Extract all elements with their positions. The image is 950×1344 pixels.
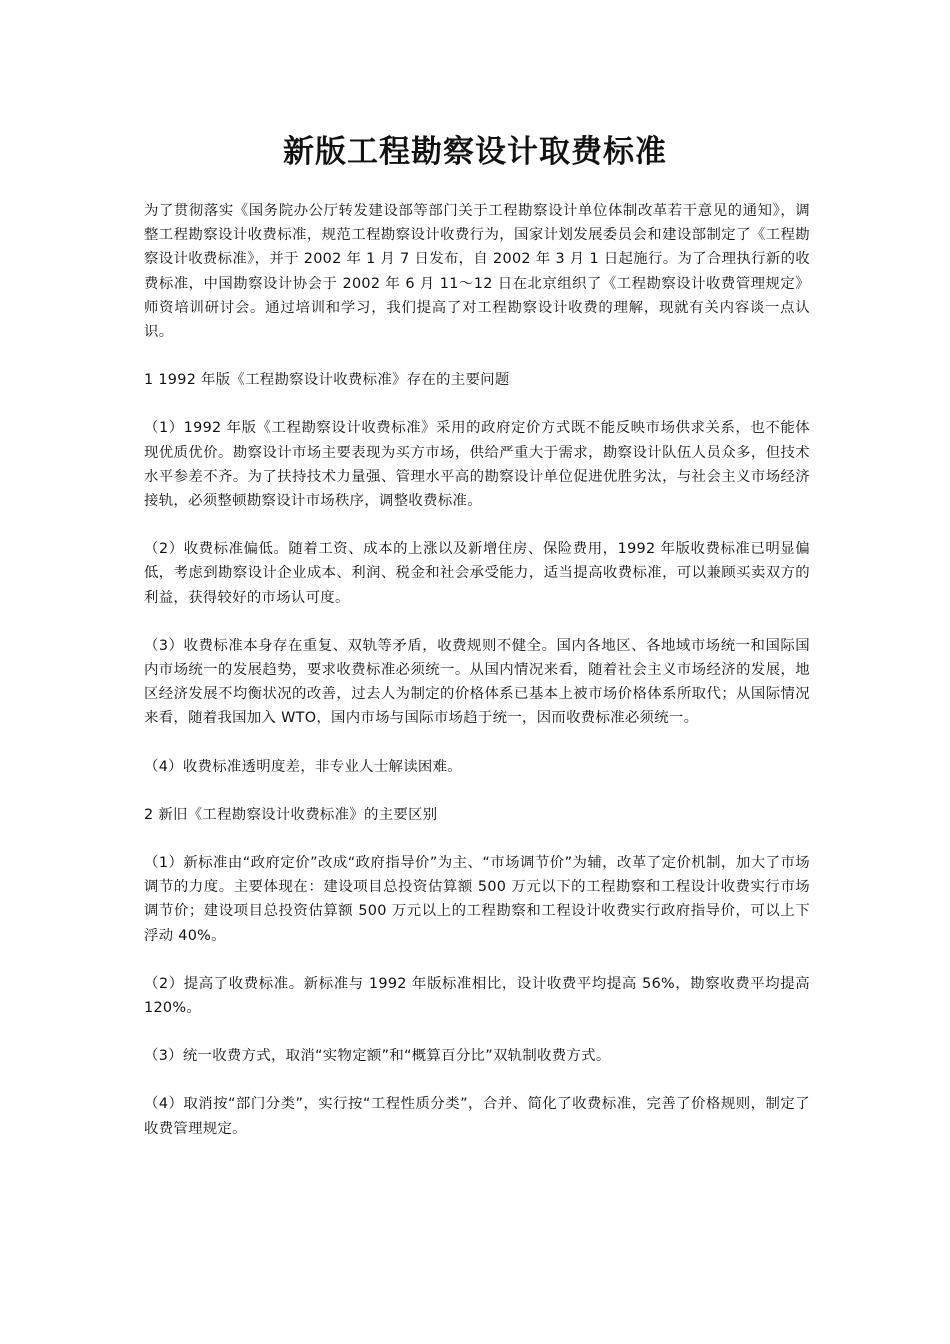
section-2-item: （3）统一收费方式，取消“实物定额”和“概算百分比”双轨制收费方式。: [144, 1048, 611, 1065]
section-1-item: （1）1992 年版《工程勘察设计收费标准》采用的政府定价方式既不能反映市场供求关系，也不能体现优质优价。勘察设计市场主要表现为买方市场，供给严重大于需求，勘察设计队伍人员众多，但技术水平参差不齐。为了扶持技术力量强、管理水平高的勘察设计单位促进优胜劣汰，与社会主义市场经济接轨，必须整顿勘察设计市场秩序，调整收费标准。: [144, 420, 810, 510]
section-2-heading: 2 新旧《工程勘察设计收费标准》的主要区别: [144, 806, 438, 823]
section-1-item: （3）收费标准本身存在重复、双轨等矛盾，收费规则不健全。国内各地区、各地域市场统一和国际国内市场统一的发展趋势，要求收费标准必须统一。从国内情况来看，随着社会主义市场经济的发展，地区经济发展不均衡状况的改善，过去人为制定的价格体系已基本上被市场价格体系所取代；从国际情况来看，随着我国加入 WTO，国内市场与国际市场趋于统一，因而收费标准必须统一。: [144, 637, 810, 727]
document-title: 新版工程勘察设计取费标准: [283, 134, 667, 170]
section-1-item: （4）收费标准透明度差，非专业人士解读困难。: [144, 758, 462, 775]
document-body: [144, 199, 810, 1165]
intro-paragraph: 为了贯彻落实《国务院办公厅转发建设部等部门关于工程勘察设计单位体制改革若干意见的通知》，调整工程勘察设计收费标准，规范工程勘察设计收费行为，国家计划发展委员会和建设部制定了《工程勘察设计收费标准》，并于 2002 年 1 月 7 日发布，自 2002 年 3 月 1 日起施行。为了合理执行新的收费标准，中国勘察设计协会于 2002 年 6 月 11～12 日在北京组织了《工程勘察设计收费管理规定》师资培训研讨会。通过培训和学习，我们提高了对工程勘察设计收费的理解，现就有关内容谈一点认识。: [144, 203, 810, 341]
section-1-heading: 1 1992 年版《工程勘察设计收费标准》存在的主要问题: [144, 372, 510, 389]
section-2-item: （1）新标准由“政府定价”改成“政府指导价”为主、“市场调节价”为辅，改革了定价机制，加大了市场调节的力度。主要体现在：建设项目总投资估算额 500 万元以下的工程勘察和工程设计收费实行市场调节价；建设项目总投资估算额 500 万元以上的工程勘察和工程设计收费实行政府指导价，可以上下浮动 40%。: [144, 855, 810, 944]
section-2-item: （4）取消按“部门分类”，实行按“工程性质分类”，合并、简化了收费标准，完善了价格规则，制定了收费管理规定。: [144, 1096, 810, 1137]
section-1-item: （2）收费标准偏低。随着工资、成本的上涨以及新增住房、保险费用，1992 年版收费标准已明显偏低，考虑到勘察设计企业成本、利润、税金和社会承受能力，适当提高收费标准，可以兼顾买卖双方的利益，获得较好的市场认可度。: [144, 541, 810, 606]
section-2-item: （2）提高了收费标准。新标准与 1992 年版标准相比，设计收费平均提高 56%，勘察收费平均提高 120%。: [144, 975, 810, 1017]
